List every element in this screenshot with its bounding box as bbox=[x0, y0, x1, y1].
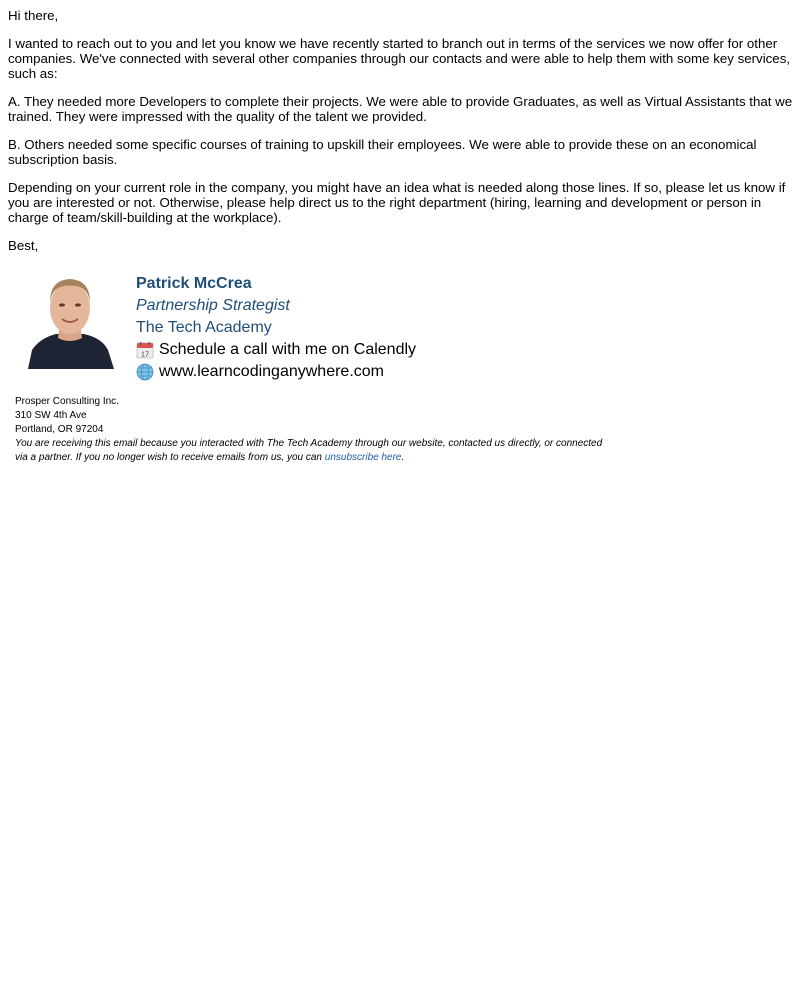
sender-title: Partnership Strategist bbox=[136, 297, 290, 314]
footer-address-line1: 310 SW 4th Ave bbox=[15, 410, 87, 421]
website-link-text[interactable]: www.learncodinganywhere.com bbox=[159, 363, 384, 380]
calendly-link[interactable] bbox=[136, 339, 416, 361]
calendar-icon bbox=[136, 341, 154, 359]
calendly-link-text[interactable]: Schedule a call with me on Calendly bbox=[159, 341, 417, 358]
legal-end: . bbox=[401, 452, 405, 463]
email-footer bbox=[15, 395, 615, 465]
paragraph-request: Depending on your current role in the company, you might have an idea what is needed along those lines. If so, please let us know if you are interested or not. Otherwise, please help direct us to the right department (hiring, learning and development or person in charge of team/skill-building at the workplace). bbox=[8, 180, 786, 225]
closing: Best, bbox=[8, 238, 39, 253]
footer-address-line2: Portland, OR 97204 bbox=[15, 424, 104, 435]
greeting: Hi there, bbox=[8, 8, 59, 23]
sender-company: The Tech Academy bbox=[136, 319, 272, 336]
website-link[interactable] bbox=[136, 361, 416, 383]
footer-company: Prosper Consulting Inc. bbox=[15, 396, 119, 407]
globe-icon bbox=[136, 363, 154, 381]
email-signature bbox=[8, 265, 608, 390]
legal-text: You are receiving this email because you interacted with The Tech Academy through our website, contacted us directly, or connected via a partner. If you no longer wish to receive emails from us, you can bbox=[15, 438, 603, 463]
signature-details bbox=[136, 273, 416, 383]
paragraph-b: B. Others needed some specific courses of training to upskill their employees. We were able to provide these on an economical subscription basis. bbox=[8, 137, 757, 167]
paragraph-intro: I wanted to reach out to you and let you know we have recently started to branch out in terms of the services we now offer for other companies. We've connected with several other companies through our contacts and were able to help them with some key services, such as: bbox=[8, 36, 791, 81]
email-body bbox=[8, 8, 794, 266]
unsubscribe-link[interactable]: unsubscribe here bbox=[324, 452, 402, 463]
sender-name: Patrick McCrea bbox=[136, 275, 252, 292]
svg-text:17: 17 bbox=[140, 349, 150, 359]
footer-legal bbox=[15, 437, 615, 465]
paragraph-a: A. They needed more Developers to complete their projects. We were able to provide Graduates, as well as Virtual Assistants that we trained. They were impressed with the quality of the talent we provided. bbox=[8, 94, 793, 124]
profile-photo bbox=[26, 272, 114, 369]
